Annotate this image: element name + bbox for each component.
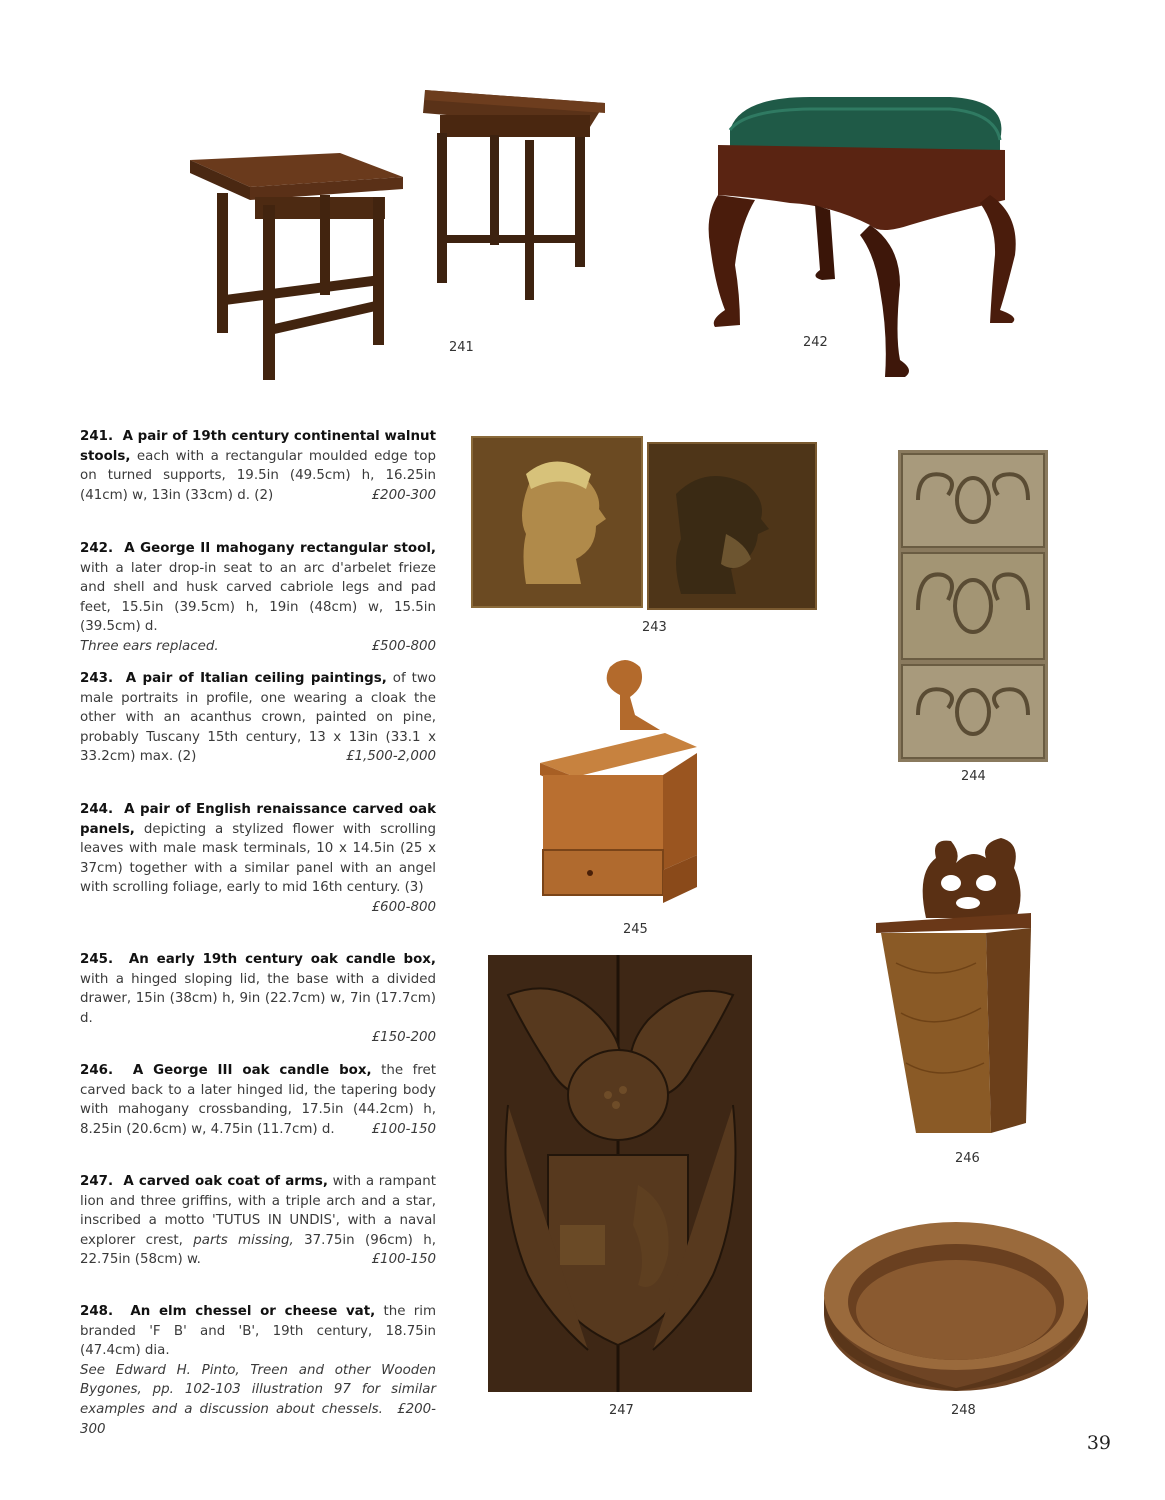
lot-body-italic: parts missing,	[193, 1232, 294, 1248]
caption-243: 243	[642, 620, 667, 635]
lot-body: depicting a stylized flower with scrolling leaves with male mask terminals, 10 x 14.5in (25 x 37cm) together with a similar panel with an angel with scrolling foliage, early to mid 16th century. (3)	[80, 821, 437, 896]
caption-244: 244	[961, 769, 986, 784]
photo-lot-248-cheese-vat	[822, 1218, 1090, 1393]
photo-lot-243-paintings	[471, 434, 818, 609]
lot-title: A George III oak candle box,	[132, 1063, 372, 1078]
lot-number: 245.	[80, 952, 114, 967]
lot-body: the fret carved back to a later hinged lid, the tapering body with mahogany crossbanding, 17.5in (44.2cm) h, 8.25in (20.6cm) w, 4.75in (11.7cm) d.	[80, 1063, 436, 1137]
lot-note: Three ears replaced.	[80, 638, 219, 654]
lot-body: with a later drop-in seat to an arc d'arbelet frieze and shell and husk carved cabriole legs and pad feet, 15.5in (39.5cm) h, 19in (48cm) w, 15.5in (39.5cm) d.	[80, 560, 436, 635]
lot-number: 244.	[80, 802, 114, 817]
lot-246-description	[80, 1061, 436, 1139]
lot-title: A George II mahogany rectangular stool,	[124, 541, 436, 556]
photo-lot-247-coat-of-arms	[488, 955, 752, 1392]
lot-number: 243.	[80, 671, 114, 686]
page-number: 39	[1086, 1432, 1111, 1454]
lot-number: 248.	[80, 1304, 114, 1319]
lot-body: the rim branded 'F B' and 'B', 19th century, 18.75in (47.4cm) dia.	[80, 1304, 436, 1359]
lot-body: with a hinged sloping lid, the base with a divided drawer, 15in (38cm) h, 9in (22.7cm) w, 7in (17.7cm) d.	[80, 971, 436, 1026]
lot-estimate: £100-150	[371, 1252, 436, 1268]
lot-title: An elm chessel or cheese vat,	[130, 1304, 376, 1319]
caption-242: 242	[803, 335, 828, 350]
photo-lot-242-stool	[700, 95, 1030, 380]
lot-title: An early 19th century oak candle box,	[128, 952, 436, 967]
lot-number: 246.	[80, 1063, 114, 1078]
lot-245-description	[80, 950, 436, 1048]
lot-estimate: £100-150	[371, 1121, 436, 1137]
photo-lot-244-panels	[898, 450, 1048, 762]
lot-number: 242.	[80, 541, 114, 556]
lot-number: 241.	[80, 429, 114, 444]
lot-body: of two male portraits in profile, one wearing a cloak the other with an acanthus crown, painted on pine, probably Tuscany 15th century, 13 x 13in (33.1 x 33.2cm) max. (2)	[80, 671, 437, 765]
caption-246: 246	[955, 1151, 980, 1166]
lot-title: A carved oak coat of arms,	[123, 1174, 328, 1189]
lot-248-description	[80, 1302, 436, 1439]
lot-estimate: £200-300	[371, 487, 436, 503]
caption-245: 245	[623, 922, 648, 937]
lot-title: A pair of Italian ceiling paintings,	[125, 671, 387, 686]
caption-247: 247	[609, 1403, 634, 1418]
lot-note: See Edward H. Pinto, Treen and other Wooden Bygones, pp. 102-103 illustration 97 for similar examples and a discussion about chessels.	[80, 1362, 436, 1417]
photo-lot-241-stools	[185, 85, 425, 385]
lot-body: with a rampant lion and three griffins, with a triple arch and a star, inscribed a motto 'TUTUS IN UNDIS', with a naval explorer crest,	[80, 1174, 436, 1248]
lot-title: A pair of English renaissance carved oak panels,	[80, 802, 436, 837]
lot-estimate: £150-200	[371, 1030, 436, 1046]
lot-estimate: £200-300	[80, 1401, 437, 1437]
lot-estimate: £1,500-2,000	[345, 749, 436, 765]
photo-lot-245-candle-box	[535, 655, 700, 910]
lot-body-after: 37.75in (96cm) h, 22.75in (58cm) w.	[80, 1232, 436, 1268]
caption-241: 241	[449, 340, 474, 355]
lot-243-description	[80, 669, 436, 767]
lot-body: each with a rectangular moulded edge top on turned supports, 19.5in (49.5cm) h, 16.25in (41cm) w, 13in (33cm) d. (2)	[80, 448, 436, 503]
lot-estimate: £500-800	[371, 638, 436, 654]
lot-number: 247.	[80, 1174, 114, 1189]
photo-lot-246-candle-box	[876, 833, 1034, 1141]
lot-title: A pair of 19th century continental walnut stools,	[80, 429, 436, 464]
lot-244-description	[80, 800, 436, 918]
lot-estimate: £600-800	[371, 899, 436, 915]
lot-242-description	[80, 539, 436, 657]
lot-247-description	[80, 1172, 436, 1270]
caption-248: 248	[951, 1403, 976, 1418]
lot-241-description	[80, 427, 436, 505]
